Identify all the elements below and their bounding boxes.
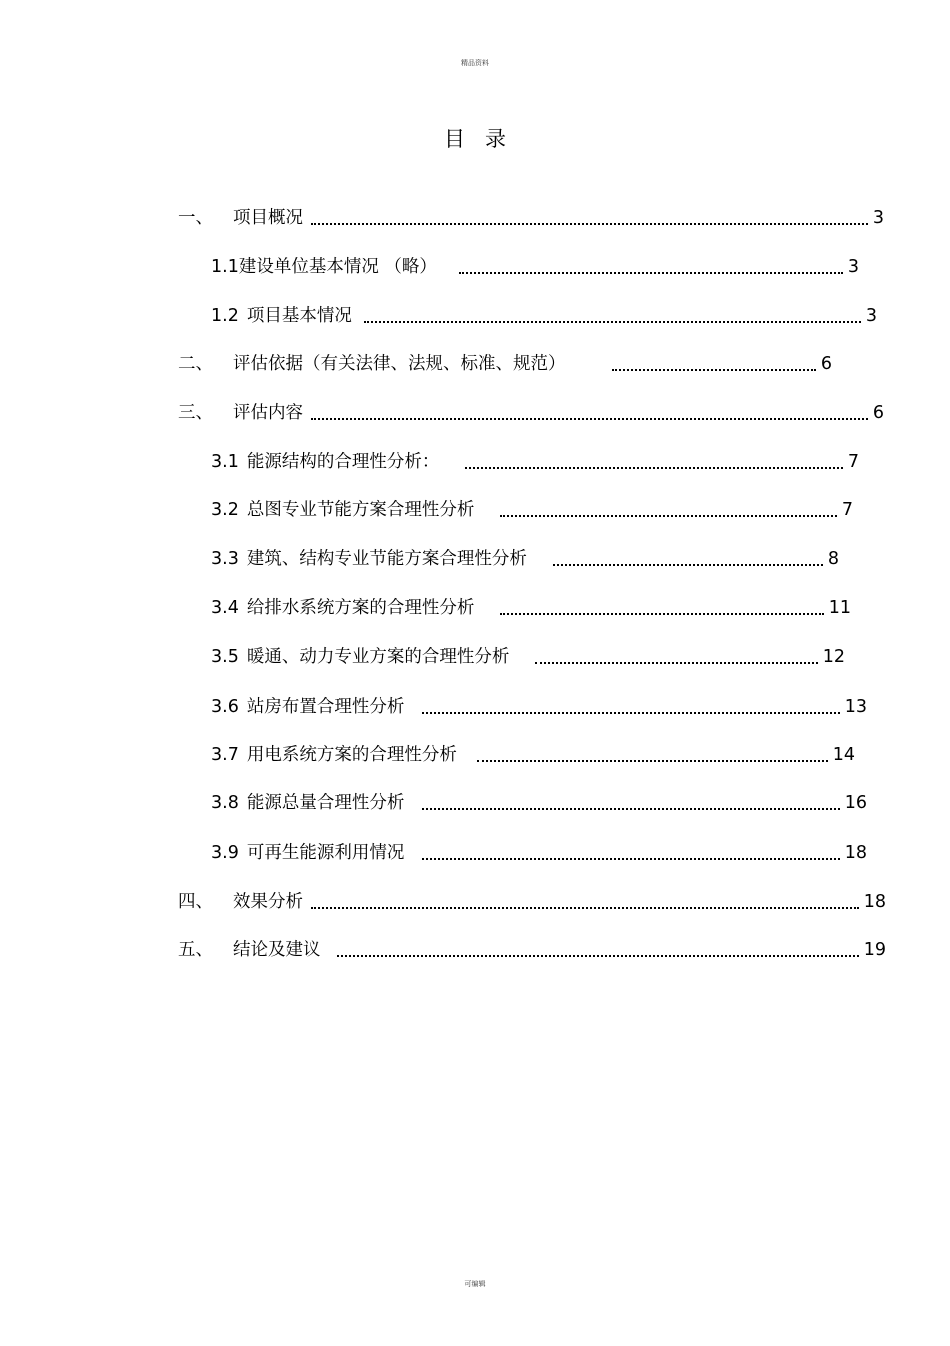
toc-dot-leader <box>500 595 823 621</box>
footer-watermark: 可编辑 <box>464 1280 486 1288</box>
toc-entry-label: 能源结构的合理性分析： <box>246 452 440 472</box>
toc-entry[interactable] <box>178 937 886 963</box>
toc-entry[interactable] <box>211 694 867 720</box>
toc-entry-page: 3 <box>847 257 859 277</box>
toc-entry[interactable] <box>178 889 886 915</box>
toc-entry-page: 12 <box>822 647 845 667</box>
toc-entry-page: 13 <box>844 697 867 717</box>
toc-entry-number: 3.2 <box>211 500 239 520</box>
toc-entry[interactable] <box>211 254 859 280</box>
toc-entry-label: 项目基本情况 <box>246 306 352 326</box>
toc-dot-leader <box>535 644 817 670</box>
toc-dot-leader <box>553 546 823 572</box>
toc-entry-number: 五、 <box>178 940 213 960</box>
toc-entry-number: 3.3 <box>211 549 239 569</box>
toc-dot-leader <box>422 840 839 866</box>
toc-entry-number: 3.4 <box>211 598 239 618</box>
toc-entry[interactable] <box>211 546 839 572</box>
toc-entry-number: 3.5 <box>211 647 239 667</box>
toc-dot-leader <box>422 694 839 720</box>
toc-entry[interactable] <box>178 205 884 231</box>
toc-entry-page: 8 <box>827 549 839 569</box>
toc-entry[interactable] <box>211 449 859 475</box>
toc-entry-label: 评估内容 <box>233 403 303 423</box>
toc-entry-page: 11 <box>828 598 851 618</box>
toc-entry-number: 三、 <box>178 403 213 423</box>
toc-dot-leader <box>311 400 868 426</box>
toc-entry-page: 19 <box>863 940 886 960</box>
toc-entry[interactable] <box>211 497 853 523</box>
toc-entry-label: 总图专业节能方案合理性分析 <box>246 500 475 520</box>
toc-entry-label: 能源总量合理性分析 <box>246 793 405 813</box>
toc-entry[interactable] <box>178 400 884 426</box>
toc-entry[interactable] <box>178 351 832 377</box>
toc-entry-page: 18 <box>844 843 867 863</box>
toc-entry-page: 3 <box>865 306 877 326</box>
toc-entry-number: 3.1 <box>211 452 239 472</box>
header-watermark: 精品资料 <box>461 59 489 67</box>
toc-entry-number: 1.2 <box>211 306 239 326</box>
toc-entry-label: 建设单位基本情况 （略） <box>238 257 437 277</box>
toc-entry-page: 6 <box>820 354 832 374</box>
toc-entry-label: 站房布置合理性分析 <box>246 697 405 717</box>
toc-entry-page: 6 <box>872 403 884 423</box>
toc-entry-number: 3.7 <box>211 745 239 765</box>
toc-entry-number: 四、 <box>178 892 213 912</box>
toc-entry-number: 二、 <box>178 354 213 374</box>
toc-dot-leader <box>422 790 839 816</box>
toc-entry-number: 3.9 <box>211 843 239 863</box>
toc-dot-leader <box>612 351 816 377</box>
toc-entry[interactable] <box>211 644 845 670</box>
toc-dot-leader <box>311 889 859 915</box>
toc-entry-label: 建筑、结构专业节能方案合理性分析 <box>246 549 527 569</box>
toc-dot-leader <box>500 497 837 523</box>
toc-entry-page: 18 <box>863 892 886 912</box>
toc-entry-page: 7 <box>841 500 853 520</box>
toc-entry[interactable] <box>211 742 855 768</box>
toc-entry-number: 3.6 <box>211 697 239 717</box>
toc-entry-number: 1.1 <box>211 257 239 277</box>
toc-dot-leader <box>364 303 861 329</box>
toc-dot-leader <box>337 937 859 963</box>
toc-entry[interactable] <box>211 303 877 329</box>
toc-entry-page: 14 <box>832 745 855 765</box>
toc-entry[interactable] <box>211 840 867 866</box>
toc-entry-label: 效果分析 <box>233 892 303 912</box>
toc-entry-label: 给排水系统方案的合理性分析 <box>246 598 475 618</box>
toc-entry[interactable] <box>211 790 867 816</box>
toc-entry-number: 3.8 <box>211 793 239 813</box>
toc-dot-leader <box>465 449 843 475</box>
toc-dot-leader <box>477 742 828 768</box>
toc-entry-page: 16 <box>844 793 867 813</box>
page-title: 目录 <box>444 127 526 151</box>
toc-entry-page: 7 <box>847 452 859 472</box>
toc-entry-page: 3 <box>872 208 884 228</box>
toc-entry-label: 可再生能源利用情况 <box>246 843 405 863</box>
toc-entry-label: 结论及建议 <box>233 940 321 960</box>
toc-entry-label: 暖通、动力专业方案的合理性分析 <box>246 647 510 667</box>
toc-entry-label: 用电系统方案的合理性分析 <box>246 745 457 765</box>
toc-entry-number: 一、 <box>178 208 213 228</box>
toc-dot-leader <box>459 254 843 280</box>
toc-entry-label: 项目概况 <box>233 208 303 228</box>
toc-entry[interactable] <box>211 595 851 621</box>
toc-dot-leader <box>311 205 868 231</box>
toc-entry-label: 评估依据（有关法律、法规、标准、规范） <box>233 354 566 374</box>
